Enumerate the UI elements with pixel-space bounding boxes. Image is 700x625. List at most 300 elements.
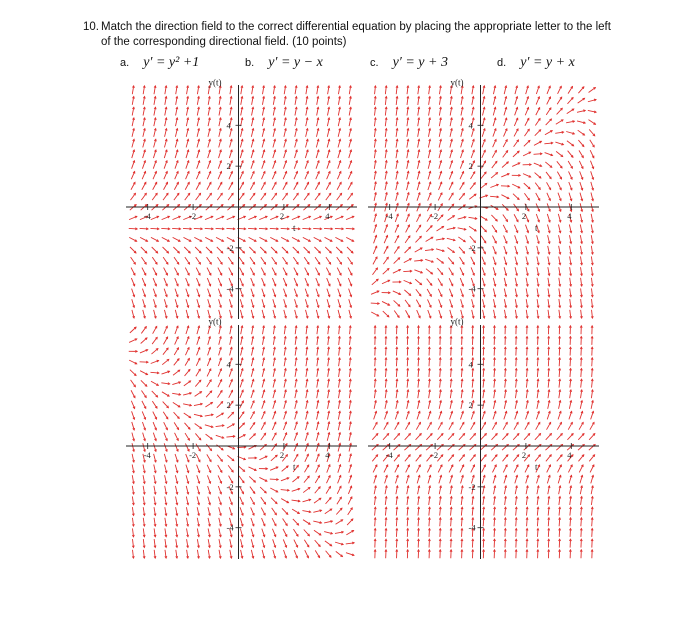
slope-arrow (578, 130, 585, 135)
slope-arrow (216, 413, 223, 417)
slope-arrow (503, 422, 507, 429)
slope-arrow (524, 129, 529, 136)
slope-arrow (142, 401, 146, 409)
slope-arrow (557, 97, 562, 104)
slope-arrow (195, 433, 200, 440)
slope-arrow (218, 268, 222, 276)
slope-arrow (336, 520, 343, 525)
slope-arrow (525, 422, 529, 429)
x-tick-label: 4 (325, 211, 330, 221)
slope-arrow (579, 465, 583, 473)
slope-arrow (282, 508, 288, 514)
slope-arrow (272, 182, 276, 189)
slope-arrow (469, 226, 476, 231)
slope-arrow (194, 237, 202, 241)
slope-arrow (304, 529, 310, 535)
slope-arrow (261, 508, 265, 516)
slope-arrow (184, 413, 191, 418)
slope-arrow (415, 444, 421, 450)
slope-arrow (283, 268, 287, 276)
y-tick-label: -4 (468, 283, 476, 294)
slope-arrow (315, 182, 319, 189)
slope-arrow (545, 131, 552, 135)
slope-arrow (326, 486, 330, 493)
slope-arrow (557, 455, 562, 462)
slope-arrow (185, 369, 190, 376)
slope-arrow (315, 476, 319, 483)
slope-arrow (151, 381, 158, 385)
slope-arrow (471, 465, 475, 473)
slope-arrow (227, 455, 234, 460)
slope-arrow (173, 247, 179, 253)
slope-arrow (492, 225, 497, 232)
slope-arrow (406, 465, 410, 473)
slope-arrow (557, 422, 561, 429)
y-axis-label: y(t) (450, 77, 464, 88)
slope-arrow (239, 412, 244, 419)
slope-arrow (372, 434, 378, 440)
slope-arrow (195, 380, 201, 386)
slope-arrow (131, 390, 135, 398)
slope-arrow (578, 444, 584, 450)
slope-arrow (556, 151, 563, 156)
slope-arrow (578, 98, 585, 103)
slope-arrow (557, 108, 563, 114)
slope-arrow (578, 455, 583, 462)
y-tick-label: 4 (226, 120, 231, 131)
slope-arrow (270, 237, 278, 241)
slope-arrow (426, 434, 432, 440)
slope-arrow (427, 279, 432, 286)
x-tick-label: 2 (279, 450, 285, 460)
slope-arrow (152, 193, 157, 200)
slope-arrow (460, 257, 464, 264)
slope-arrow (514, 422, 518, 429)
y-tick-label: -4 (468, 522, 476, 533)
slope-arrow (283, 518, 288, 525)
slope-arrow (151, 349, 157, 354)
slope-arrow (162, 359, 169, 364)
slope-arrow (427, 289, 431, 296)
slope-arrow (568, 86, 573, 93)
slope-arrow (416, 300, 420, 307)
slope-arrow (314, 530, 321, 535)
slope-arrow (261, 422, 265, 429)
slope-arrow (238, 423, 244, 429)
slope-arrow (348, 268, 352, 276)
slope-arrow (272, 433, 276, 440)
slope-arrow (471, 172, 475, 179)
slope-arrow (394, 434, 400, 440)
slope-arrow (514, 465, 518, 473)
slope-arrow (491, 215, 497, 221)
slope-arrow (557, 434, 563, 440)
slope-arrow (303, 520, 310, 525)
slope-arrow (205, 402, 212, 407)
slope-arrow (347, 247, 353, 253)
slope-arrow (405, 236, 410, 243)
slope-arrow (325, 509, 332, 514)
slope-arrow (207, 380, 212, 387)
slope-arrow (314, 247, 320, 253)
slope-arrow (482, 246, 486, 254)
slope-arrow (283, 257, 288, 264)
slope-arrow (260, 487, 266, 493)
slope-arrow (153, 268, 157, 276)
slope-arrow (250, 193, 255, 200)
slope-arrow (481, 161, 485, 168)
slope-arrow (567, 97, 573, 103)
slope-arrow (141, 327, 146, 334)
slope-arrow (131, 268, 135, 276)
slope-arrow (196, 444, 200, 451)
slope-arrow (524, 183, 530, 189)
slope-arrow (404, 259, 412, 263)
slope-arrow (315, 268, 319, 276)
slope-arrow (272, 193, 277, 200)
slope-arrow (513, 444, 519, 450)
slope-arrow (336, 508, 342, 514)
slope-arrow (589, 129, 595, 135)
slope-arrow (238, 466, 244, 472)
slope-arrow (373, 422, 377, 429)
slope-arrow (371, 312, 379, 316)
slope-arrow (260, 444, 266, 450)
slope-arrow (207, 454, 211, 461)
slope-arrow (578, 87, 584, 93)
slope-arrow (448, 444, 454, 450)
slope-arrow (250, 487, 255, 494)
slope-arrow (174, 268, 178, 276)
equation-letter: d. (497, 57, 507, 69)
slope-arrow (383, 311, 389, 317)
slope-arrow (448, 257, 453, 264)
slope-arrow (480, 444, 486, 450)
slope-arrow (524, 193, 529, 200)
slope-arrow (283, 182, 287, 189)
slope-arrow (590, 140, 594, 147)
slope-arrow (460, 182, 464, 189)
slope-arrow (589, 87, 596, 92)
y-tick-label: 2 (226, 161, 231, 172)
slope-arrow (152, 247, 158, 253)
slope-arrow (325, 237, 333, 241)
slope-arrow (348, 508, 353, 515)
slope-arrow (173, 237, 181, 241)
slope-arrow (250, 268, 254, 276)
slope-arrow (305, 182, 309, 189)
slope-arrow (272, 518, 276, 526)
slope-arrow (303, 487, 310, 492)
slope-arrow (141, 193, 146, 200)
slope-arrow (326, 497, 332, 503)
slope-arrow (546, 119, 552, 125)
slope-arrow (459, 247, 465, 253)
equation-expression: y′ = y² +1 (143, 55, 200, 70)
slope-arrow (491, 173, 497, 178)
slope-arrow (492, 465, 496, 473)
slope-arrow (185, 257, 190, 264)
slope-arrow (348, 182, 352, 189)
slope-arrow (372, 444, 378, 450)
slope-arrow (502, 434, 508, 440)
slope-arrow (183, 237, 191, 241)
slope-arrow (270, 488, 278, 492)
slope-arrow (185, 358, 189, 365)
y-tick-label: -2 (468, 481, 476, 492)
slope-arrow (173, 402, 180, 407)
slope-arrow (492, 236, 496, 244)
slope-arrow (131, 182, 135, 189)
slope-arrow (373, 257, 377, 264)
x-tick-label: 2 (521, 450, 527, 460)
slope-arrow (579, 150, 583, 157)
slope-arrow (394, 444, 400, 450)
slope-arrow (239, 193, 244, 200)
slope-arrow (481, 434, 487, 440)
slope-arrow (196, 257, 201, 264)
x-tick-label: -2 (431, 450, 439, 460)
x-tick-label: 2 (521, 211, 527, 221)
slope-arrow (249, 434, 255, 440)
slope-arrow (315, 540, 321, 546)
slope-arrow (249, 247, 255, 253)
slope-arrow (217, 257, 222, 264)
slope-arrow (271, 455, 277, 461)
slope-arrow (557, 172, 561, 179)
slope-arrow (503, 465, 507, 473)
slope-arrow (459, 444, 465, 450)
slope-arrow (348, 257, 353, 264)
slope-arrow (261, 433, 266, 440)
slope-arrow (470, 434, 476, 440)
slope-arrow (152, 337, 157, 344)
slope-arrow (470, 455, 475, 462)
slope-arrow (217, 455, 222, 462)
equation-expression: y′ = y + x (520, 55, 575, 70)
slope-arrow (163, 257, 168, 264)
x-axis-label: t (534, 223, 538, 233)
slope-arrow (184, 247, 190, 253)
x-axis-label: t (292, 223, 296, 233)
slope-arrow (315, 550, 319, 557)
slope-arrow (405, 455, 410, 462)
slope-arrow (346, 530, 353, 534)
slope-arrow (415, 279, 422, 284)
slope-arrow (546, 172, 551, 179)
slope-arrow (525, 465, 529, 473)
slope-arrow (503, 225, 507, 233)
slope-arrow (250, 257, 255, 264)
slope-arrow (304, 476, 309, 483)
slope-arrow (218, 182, 222, 189)
slope-arrow (131, 257, 136, 264)
slope-arrow (558, 465, 562, 473)
slope-arrow (315, 257, 320, 264)
slope-arrow (207, 257, 212, 264)
slope-arrow (545, 444, 551, 450)
slope-arrow (404, 444, 410, 450)
slope-arrow (437, 258, 444, 263)
slope-arrow (163, 402, 169, 408)
slope-arrow (536, 108, 540, 116)
y-tick-label: -2 (468, 242, 476, 253)
slope-arrow (384, 465, 388, 473)
slope-arrow (304, 247, 310, 253)
slope-arrow (405, 422, 409, 429)
slope-arrow (546, 434, 552, 440)
slope-arrow (337, 193, 342, 200)
slope-arrow (206, 444, 211, 451)
slope-arrow (578, 140, 583, 146)
slope-arrow (546, 108, 551, 115)
slope-arrow (394, 300, 400, 306)
y-tick-label: -4 (226, 283, 234, 294)
slope-arrow (304, 465, 308, 472)
slope-arrow (314, 237, 322, 241)
slope-arrow (174, 348, 178, 355)
slope-arrow (416, 434, 422, 440)
slope-arrow (383, 434, 389, 440)
slope-arrow (513, 455, 518, 462)
slope-arrow (514, 140, 519, 147)
slope-arrow (459, 193, 464, 200)
slope-arrow (347, 519, 353, 525)
slope-arrow (337, 268, 341, 276)
slope-arrow (283, 529, 287, 537)
slope-arrow (185, 193, 190, 200)
slope-arrow (437, 268, 442, 275)
slope-arrow (305, 268, 309, 276)
slope-arrow (395, 236, 399, 244)
question-line-1: Match the direction field to the correct differential equation by placing the appropriate letter to the left (101, 21, 611, 33)
slope-arrow (459, 455, 464, 462)
slope-arrow (304, 257, 309, 264)
y-tick-label: -2 (226, 242, 234, 253)
slope-arrow (207, 182, 211, 189)
slope-arrow (437, 455, 442, 462)
slope-arrow (460, 422, 464, 429)
slope-arrow (556, 444, 562, 450)
slope-arrow (568, 422, 572, 429)
slope-arrow (174, 412, 180, 418)
slope-arrow (250, 423, 255, 430)
slope-arrow (141, 247, 147, 253)
slope-arrow (492, 161, 497, 168)
slope-arrow (163, 412, 168, 419)
slope-arrow (448, 434, 454, 440)
slope-arrow (153, 182, 157, 189)
slope-arrow (196, 193, 201, 200)
slope-arrow (325, 541, 332, 546)
slope-arrow (405, 300, 410, 307)
slope-arrow (249, 237, 257, 241)
slope-arrow (294, 454, 298, 461)
slope-arrow (250, 497, 254, 504)
slope-arrow (174, 193, 179, 200)
slope-arrow (131, 380, 136, 387)
slope-arrow (249, 476, 255, 482)
slope-arrow (503, 140, 507, 147)
slope-arrow (514, 214, 518, 222)
slope-arrow (130, 327, 136, 333)
slope-arrow (491, 444, 497, 450)
slope-arrow (372, 279, 378, 285)
equation-expression: y′ = y + 3 (392, 55, 448, 70)
slope-arrow (271, 247, 277, 253)
slope-arrow (304, 540, 309, 547)
slope-arrow (536, 422, 540, 429)
slope-arrow (205, 237, 213, 241)
slope-arrow (383, 268, 389, 274)
slope-arrow (163, 193, 168, 200)
slope-arrow (437, 226, 444, 231)
slope-arrow (130, 247, 136, 253)
slope-arrow (547, 422, 551, 429)
x-tick-label: 4 (567, 450, 572, 460)
slope-arrow (218, 380, 222, 388)
slope-arrow (417, 465, 421, 473)
slope-arrow (545, 162, 552, 167)
slope-arrow (469, 444, 475, 450)
slope-arrow (130, 193, 135, 200)
slope-arrow (228, 257, 233, 264)
slope-arrow (217, 390, 222, 397)
slope-arrow (261, 182, 265, 189)
slope-arrow (326, 182, 330, 189)
slope-arrow (535, 173, 541, 179)
x-tick-label: 2 (279, 211, 285, 221)
slope-arrow (227, 424, 234, 428)
slope-arrow (513, 434, 519, 440)
slope-arrow (239, 257, 244, 264)
slope-arrow (589, 455, 594, 462)
slope-arrow (195, 247, 201, 253)
slope-arrow (568, 151, 573, 158)
slope-arrow (383, 257, 388, 264)
slope-arrow (416, 455, 421, 462)
x-tick-label: 4 (567, 211, 572, 221)
slope-arrow (141, 380, 147, 386)
slope-arrow (164, 422, 168, 430)
slope-arrow (152, 257, 157, 264)
slope-arrow (482, 465, 486, 473)
slope-arrow (481, 422, 485, 429)
slope-arrow (567, 109, 574, 114)
slope-arrow (240, 268, 244, 276)
x-tick-label: -4 (385, 450, 393, 460)
slope-arrow (513, 194, 519, 200)
slope-arrow (174, 182, 178, 189)
slope-arrow (415, 248, 422, 252)
slope-arrow (272, 508, 277, 515)
slope-arrow (196, 268, 200, 276)
slope-arrow (227, 237, 235, 241)
slope-arrow (218, 465, 222, 472)
slope-arrow (195, 424, 202, 429)
slope-arrow (502, 162, 508, 168)
slope-arrow (503, 151, 508, 158)
direction-field-bottom-right (368, 317, 599, 559)
slope-arrow (239, 476, 244, 483)
slope-arrow (459, 434, 465, 440)
slope-arrow (185, 182, 189, 189)
slope-arrow (314, 498, 321, 503)
slope-arrow (240, 401, 244, 409)
slope-arrow (206, 193, 211, 200)
slope-arrow (282, 466, 289, 471)
slope-arrow (535, 183, 540, 190)
